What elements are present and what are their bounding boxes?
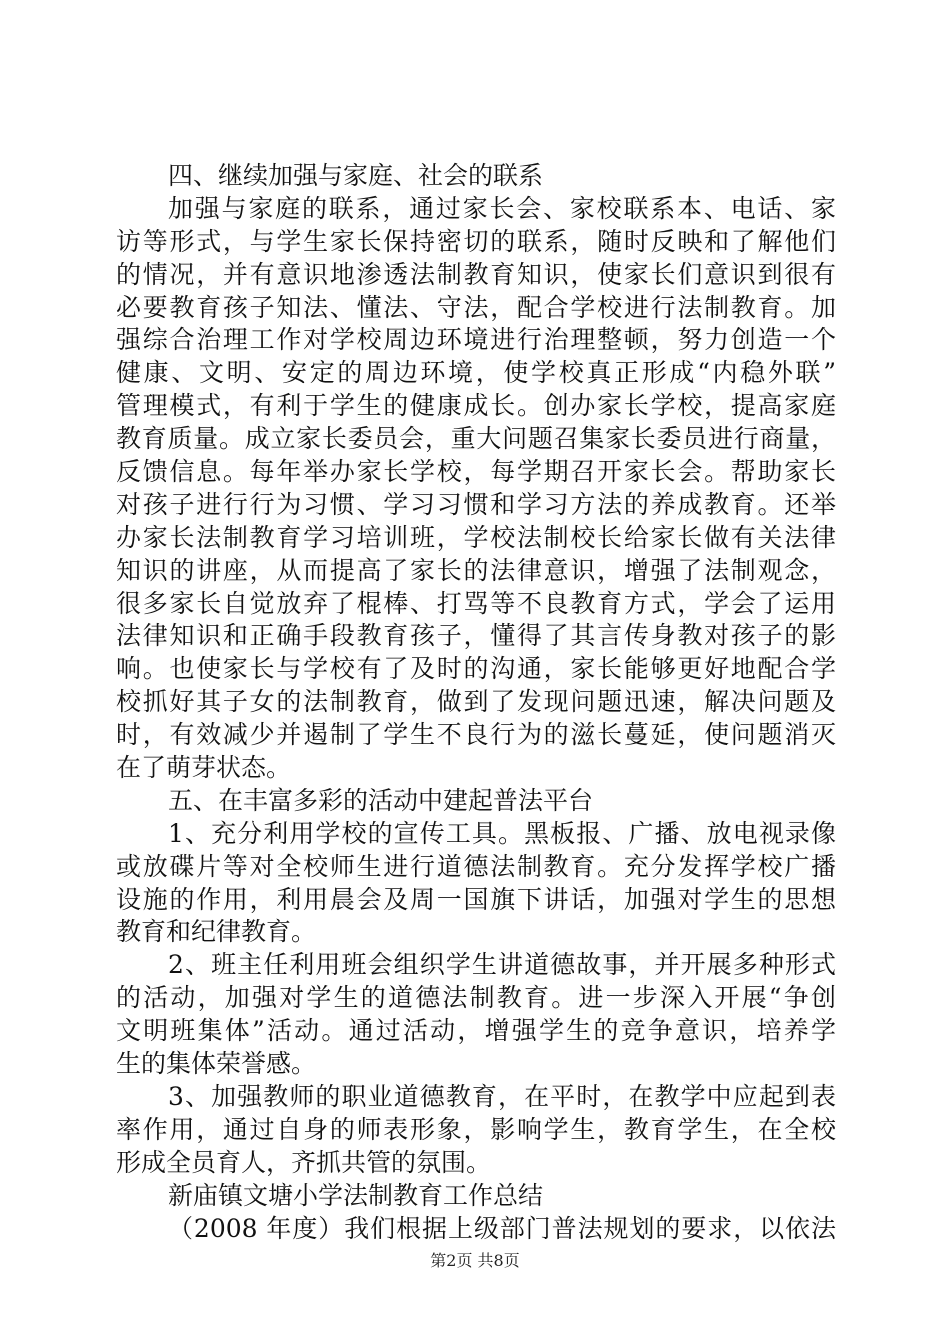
text-line: 强综合治理工作对学校周边环境进行治理整顿，努力创造一个	[116, 325, 836, 355]
text-line: 加强与家庭的联系，通过家长会、家校联系本、电话、家	[168, 193, 836, 223]
text-line: 新庙镇文塘小学法制教育工作总结	[168, 1180, 544, 1210]
text-line: 的情况，并有意识地渗透法制教育知识，使家长们意识到很有	[116, 259, 836, 289]
text-line: 法律知识和正确手段教育孩子，懂得了其言传身教对孩子的影	[116, 621, 836, 651]
text-line: 3、加强教师的职业道德教育，在平时，在教学中应起到表	[168, 1081, 836, 1111]
text-line: 响。也使家长与学校有了及时的沟通，家长能够更好地配合学	[116, 654, 836, 684]
text-line: 或放碟片等对全校师生进行道德法制教育。充分发挥学校广播	[116, 851, 836, 881]
text-line: 1、充分利用学校的宣传工具。黑板报、广播、放电视录像	[168, 818, 836, 848]
document-body	[116, 160, 836, 1245]
text-line: 的活动，加强对学生的道德法制教育。进一步深入开展“争创	[116, 983, 836, 1013]
text-line: 2、班主任利用班会组织学生讲道德故事，并开展多种形式	[168, 950, 836, 980]
text-line: 四、继续加强与家庭、社会的联系	[168, 161, 544, 190]
text-line: 形成全员育人，齐抓共管的氛围。	[116, 1147, 492, 1177]
text-line: 知识的讲座，从而提高了家长的法律意识，增强了法制观念，	[116, 555, 836, 585]
text-line: 文明班集体”活动。通过活动，增强学生的竞争意识，培养学	[116, 1016, 836, 1046]
text-line: 很多家长自觉放弃了棍棒、打骂等不良教育方式，学会了运用	[116, 588, 836, 618]
text-line: 在了萌芽状态。	[116, 753, 292, 783]
page-footer: 第2页 共8页	[430, 1251, 520, 1270]
text-line: 生的集体荣誉感。	[116, 1049, 317, 1079]
text-line: 反馈信息。每年举办家长学校，每学期召开家长会。帮助家长	[116, 457, 836, 487]
text-line: 对孩子进行行为习惯、学习习惯和学习方法的养成教育。还举	[116, 489, 836, 519]
text-line: 五、在丰富多彩的活动中建起普法平台	[168, 785, 594, 815]
text-line: 必要教育孩子知法、懂法、守法，配合学校进行法制教育。加	[116, 292, 836, 322]
text-line: 率作用，通过自身的师表形象，影响学生，教育学生，在全校	[116, 1114, 836, 1144]
text-line: 时，有效减少并遏制了学生不良行为的滋长蔓延，使问题消灭	[116, 720, 836, 750]
text-line: 访等形式，与学生家长保持密切的联系，随时反映和了解他们	[116, 226, 836, 256]
text-line: 管理模式，有利于学生的健康成长。创办家长学校，提高家庭	[116, 391, 836, 421]
text-line: 设施的作用，利用晨会及周一国旗下讲话，加强对学生的思想	[116, 884, 836, 914]
text-line: 办家长法制教育学习培训班，学校法制校长给家长做有关法律	[116, 522, 836, 552]
text-line: 教育质量。成立家长委员会，重大问题召集家长委员进行商量，	[116, 424, 836, 454]
text-line: 教育和纪律教育。	[116, 917, 317, 947]
text-line: （2008 年度）我们根据上级部门普法规划的要求，以依法	[168, 1213, 836, 1243]
text-line: 校抓好其子女的法制教育，做到了发现问题迅速，解决问题及	[116, 687, 836, 717]
text-line: 健康、文明、安定的周边环境，使学校真正形成“内稳外联”	[116, 358, 836, 388]
